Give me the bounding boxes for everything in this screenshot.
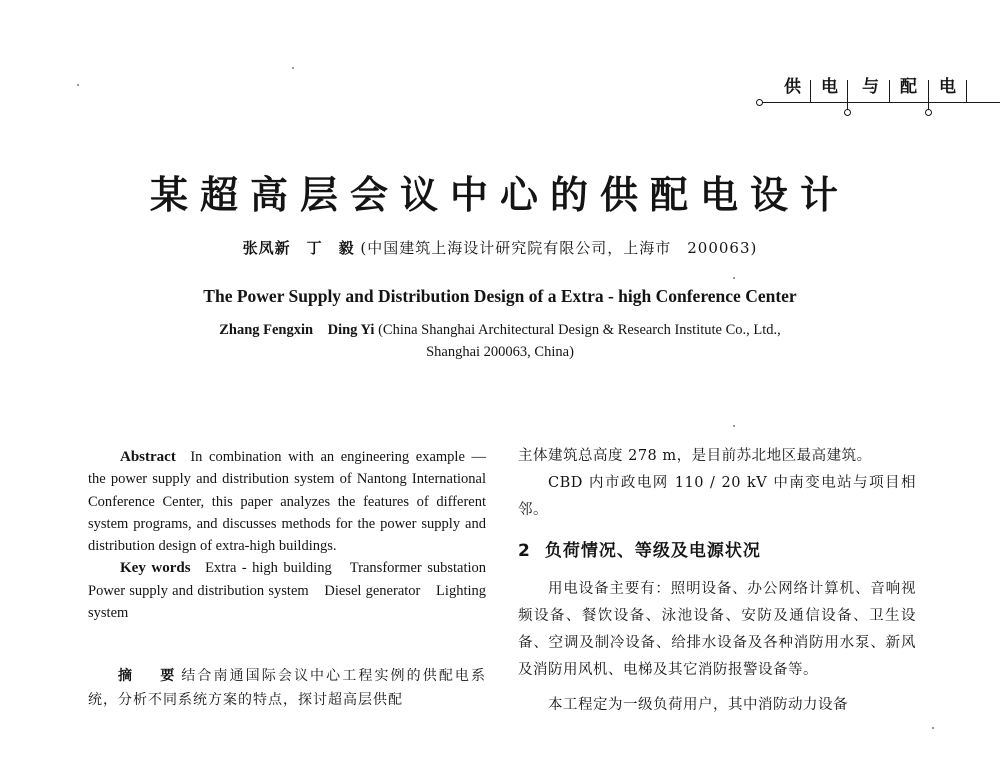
abstract-cn	[88, 664, 486, 712]
header-char: 电	[939, 77, 956, 97]
abstract-cn-text: 结合南通国际会议中心工程实例的供配电系统，分析不同系统方案的特点，探讨超高层供配	[88, 668, 487, 709]
abstract-en-text: In combination with an engineering example — the power supply and distribution system of Nantong International Conference Center, this paper analyzes the features of different system programs, and discusses methods for the power supply and distribution design of extra-high buildings.	[88, 449, 486, 555]
body-paragraph: 主体建筑总高度 278 m，是目前苏北地区最高建筑。	[518, 448, 872, 464]
scan-speck	[733, 425, 735, 427]
author-affiliation-en-line1: (China Shanghai Architectural Design & Research Institute Co., Ltd.,	[378, 322, 781, 338]
author-names-cn: 张凤新 丁 毅	[242, 239, 355, 257]
authors-en	[150, 319, 850, 363]
author-names-en: Zhang Fengxin Ding Yi	[219, 322, 375, 338]
scan-speck	[77, 84, 79, 86]
right-column	[518, 443, 916, 719]
body-paragraph: CBD 内市政电网 110 / 20 kV 中南变电站与项目相邻。	[518, 475, 916, 518]
header-separator	[889, 80, 890, 102]
abstract-en	[88, 446, 486, 557]
header-ornament-circle	[844, 109, 851, 116]
header-separator	[810, 80, 811, 102]
left-column	[88, 446, 501, 712]
scan-speck	[292, 67, 294, 69]
header-char: 供	[784, 77, 801, 97]
header-char: 电	[821, 77, 838, 97]
header-ornament-circle	[756, 99, 763, 106]
author-affiliation-en-line2: Shanghai 200063, China)	[426, 344, 574, 360]
section-title: 负荷情况、等级及电源状况	[544, 541, 761, 561]
header-char: 配	[900, 77, 917, 97]
header-ornament-circle	[925, 109, 932, 116]
header-separator	[928, 80, 929, 102]
author-affiliation-cn: (中国建筑上海设计研究院有限公司，上海市 200063)	[360, 239, 758, 257]
header-char: 与	[862, 77, 879, 97]
paper-title-en: The Power Supply and Distribution Design of a Extra - high Conference Center	[203, 286, 797, 306]
body-paragraph: 本工程定为一级负荷用户，其中消防动力设备	[548, 697, 848, 713]
keywords-en-text: Extra - high building Transformer substation Power supply and distribution system Diesel generator Lighting system	[88, 560, 501, 622]
body-paragraph: 用电设备主要有：照明设备、办公网络计算机、音响视频设备、餐饮设备、泳池设备、安防及通信设备、卫生设备、空调及制冷设备、给排水设备及各种消防用水泵、新风及消防用风机、电梯及其它消防报警设备等。	[518, 581, 916, 678]
journal-section-header	[756, 68, 1000, 122]
section-number: 2	[518, 541, 531, 561]
scan-speck	[733, 277, 735, 279]
section-heading	[518, 538, 916, 564]
abstract-cn-label: 摘 要	[118, 668, 182, 685]
keywords-en-label: Key words	[120, 560, 191, 577]
scan-speck	[932, 727, 934, 729]
header-separator	[966, 80, 967, 102]
abstract-en-label: Abstract	[120, 449, 176, 465]
header-separator	[847, 80, 848, 102]
keywords-en	[88, 557, 501, 624]
paper-title-cn: 某超高层会议中心的供配电设计	[149, 173, 850, 217]
header-rule	[760, 102, 1000, 103]
authors-cn	[0, 236, 1000, 260]
